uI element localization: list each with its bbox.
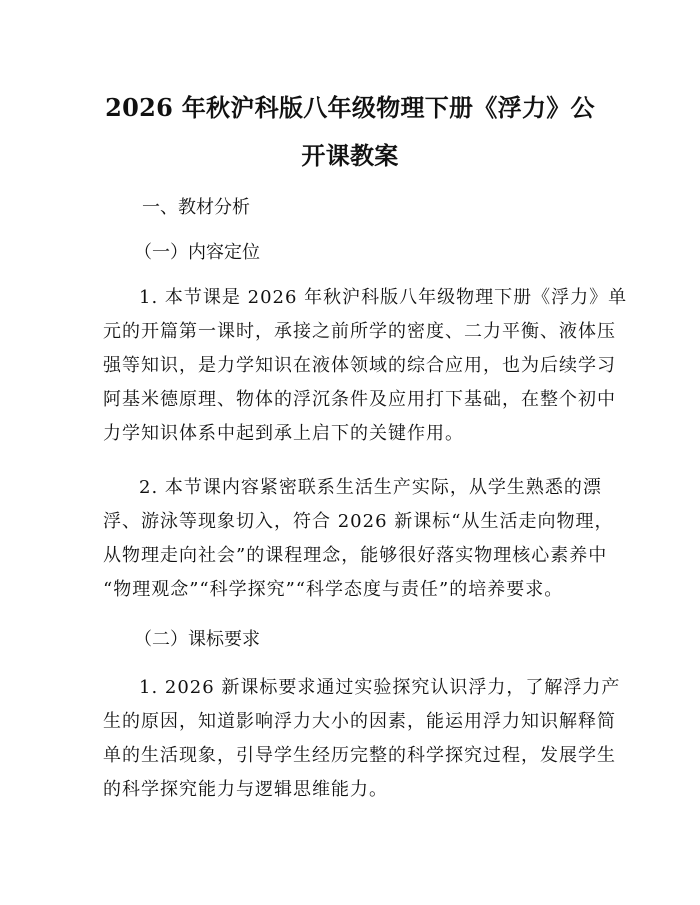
section-heading: 一、教材分析 (142, 197, 250, 218)
paragraph-line: 从物理走向社会”的课程理念，能够很好落实物理核心素养中 (103, 545, 608, 566)
paragraph-line: 的科学探究能力与逻辑思维能力。 (103, 779, 388, 800)
paragraph-line: “物理观念”“科学探究”“科学态度与责任”的培养要求。 (103, 579, 564, 600)
subsection-heading: （二）课标要求 (134, 629, 260, 650)
paragraph-line: 元的开篇第一课时，承接之前所学的密度、二力平衡、液体压 (103, 321, 616, 342)
title-line: 开课教案 (301, 141, 399, 170)
paragraph-line: 单的生活现象，引导学生经历完整的科学探究过程，发展学生 (103, 745, 616, 766)
title-line: 2026 年秋沪科版八年级物理下册《浮力》公 (105, 93, 595, 122)
paragraph-line: 1. 2026 新课标要求通过实验探究认识浮力，了解浮力产 (139, 677, 621, 698)
paragraph (103, 281, 628, 451)
document-title (98, 84, 602, 180)
subsection-heading: （一）内容定位 (134, 242, 260, 263)
paragraph-line: 力学知识体系中起到承上启下的关键作用。 (103, 423, 464, 444)
paragraph (103, 471, 614, 607)
paragraph-line: 2. 本节课内容紧密联系生活生产实际，从学生熟悉的漂 (139, 477, 602, 498)
paragraph-line: 浮、游泳等现象切入，符合 2026 新课标“从生活走向物理， (103, 511, 614, 532)
paragraph-line: 阿基米德原理、物体的浮沉条件及应用打下基础，在整个初中 (103, 389, 616, 410)
paragraph (103, 671, 621, 807)
paragraph-line: 生的原因，知道影响浮力大小的因素，能运用浮力知识解释简 (103, 711, 616, 732)
paragraph-line: 强等知识，是力学知识在液体领域的综合应用，也为后续学习 (103, 355, 616, 376)
paragraph-line: 1. 本节课是 2026 年秋沪科版八年级物理下册《浮力》单 (139, 287, 628, 308)
